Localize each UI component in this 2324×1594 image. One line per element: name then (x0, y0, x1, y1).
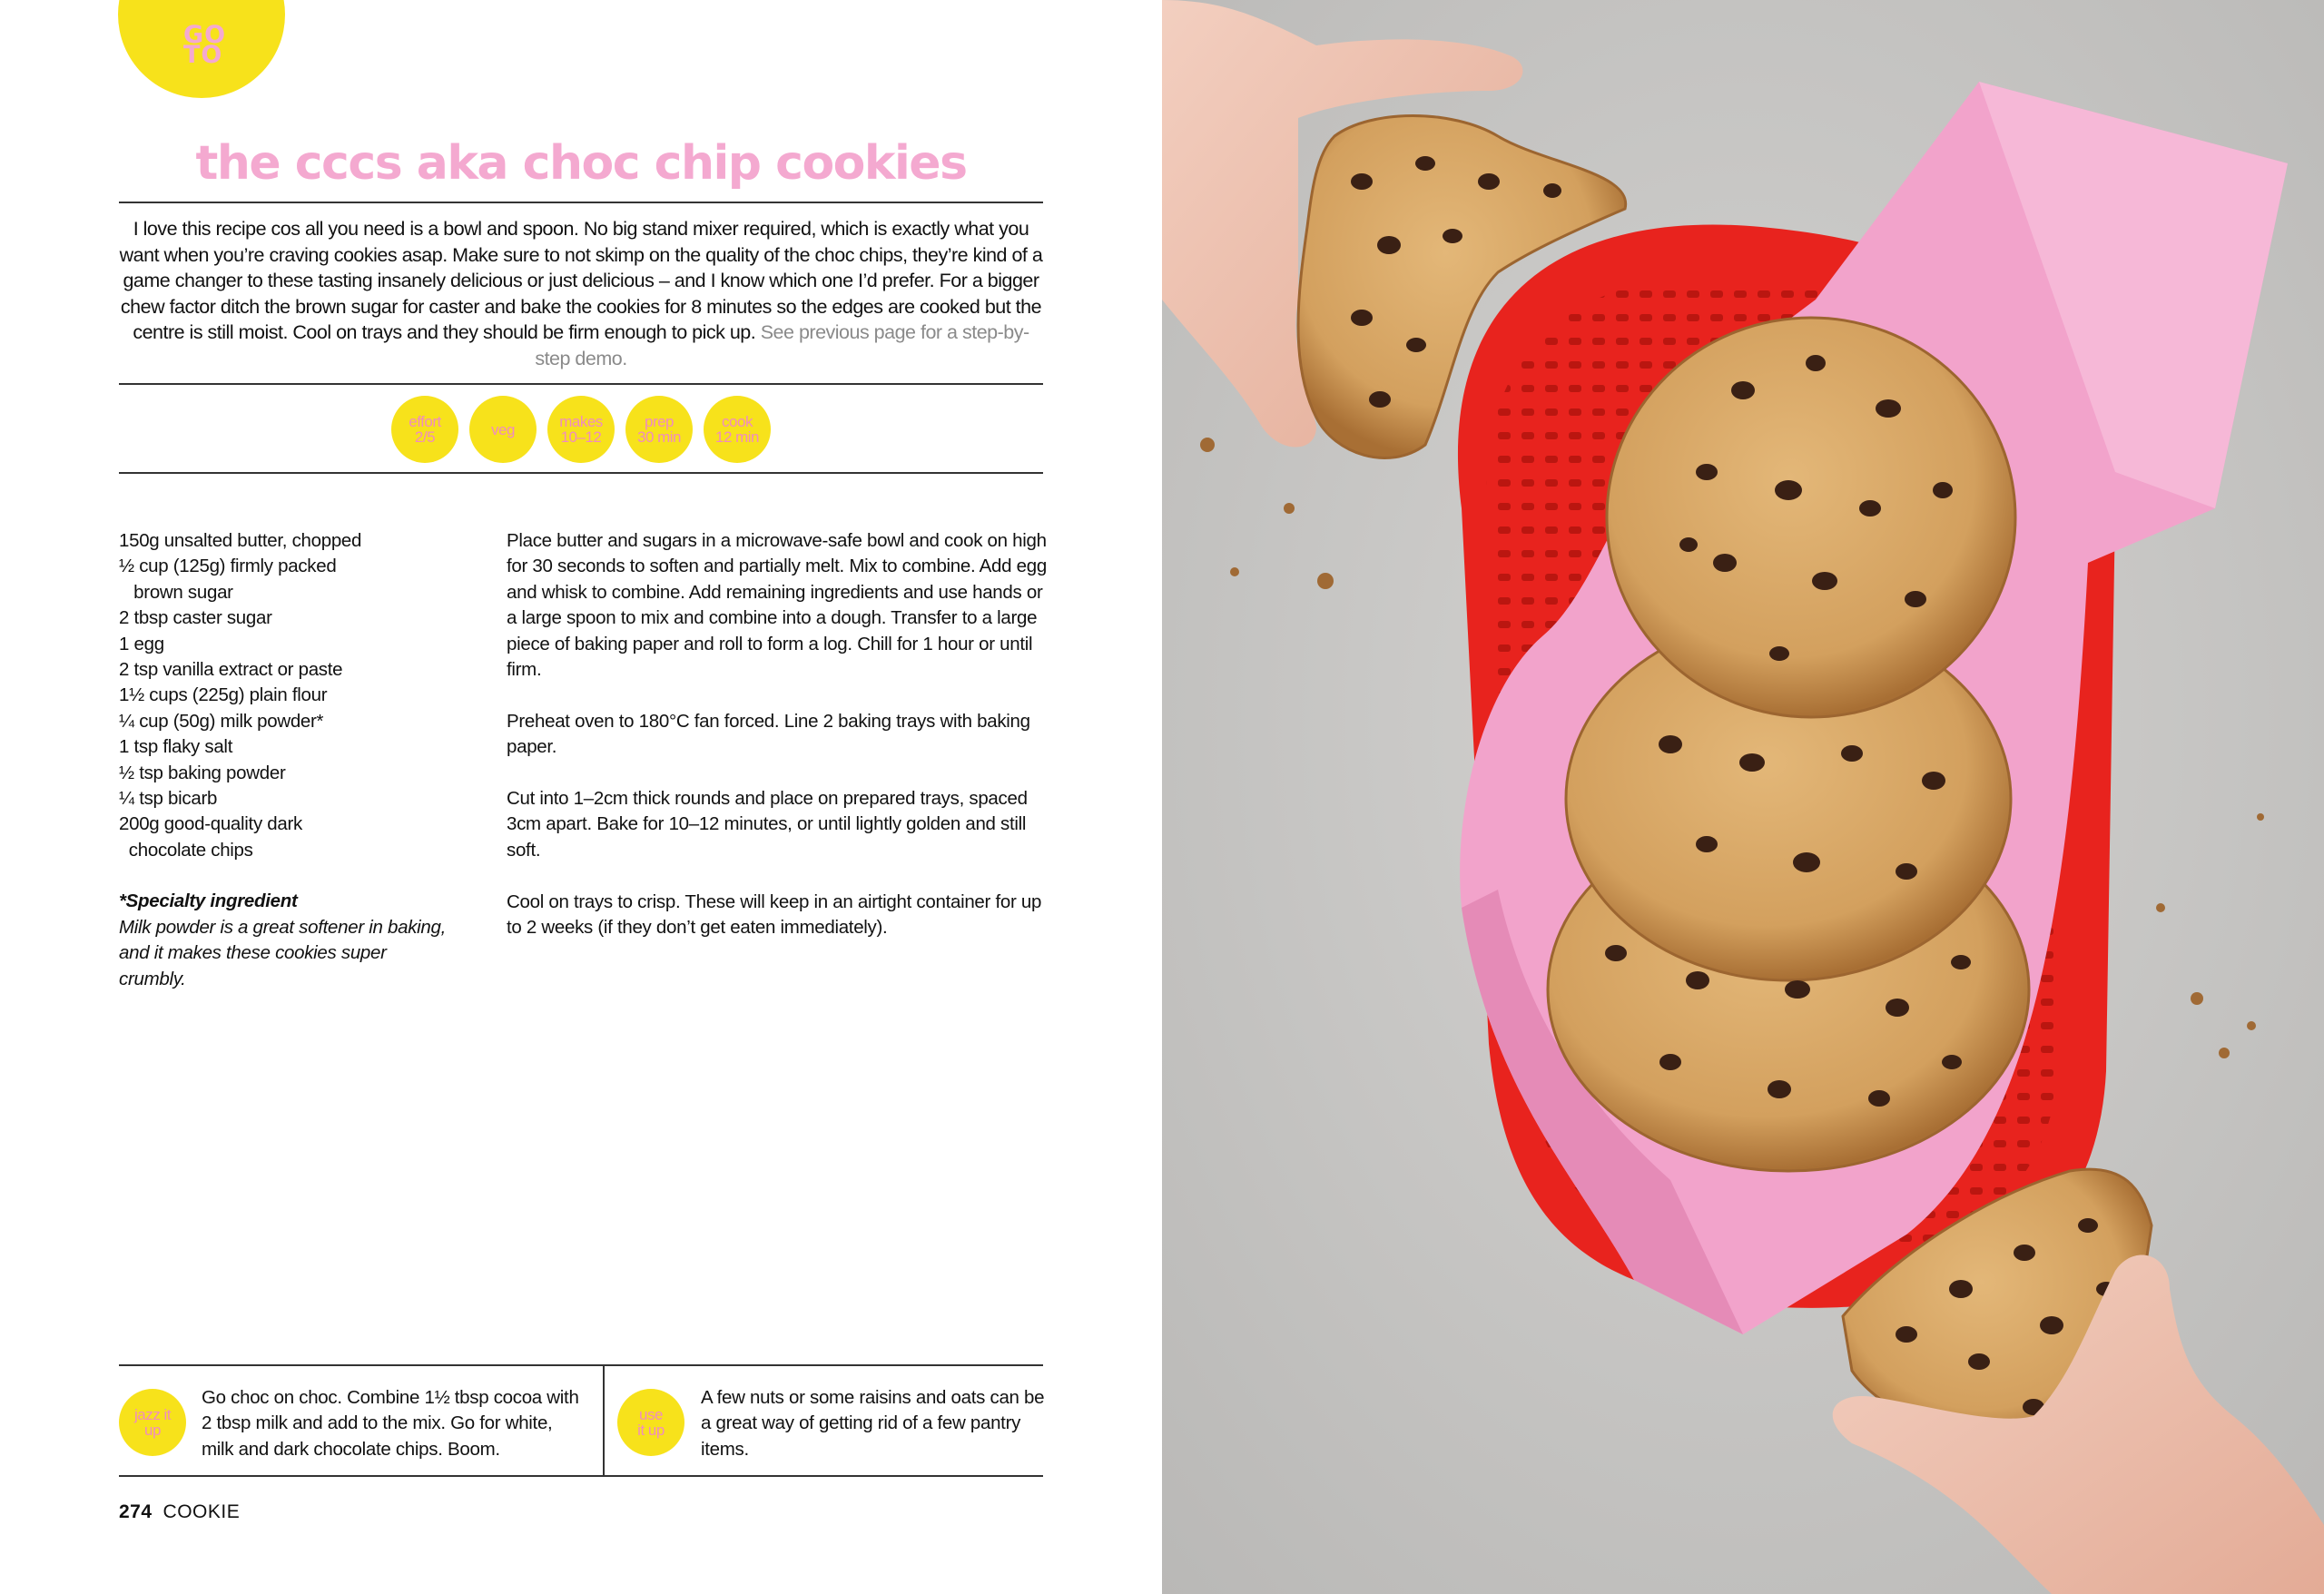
specialty-note-text: Milk powder is a great softener in baking, and it makes these cookies super crumbly. (119, 916, 447, 989)
use-it-up-text: A few nuts or some raisins and oats can be a great way of getting rid of a few pantry items. (701, 1387, 1045, 1460)
page-number: 274 (119, 1501, 153, 1522)
method-step: Preheat oven to 180°C fan forced. Line 2 baking trays with baking paper. (507, 710, 1030, 758)
go-to-label: GO TO (183, 21, 227, 69)
cook-badge (704, 396, 771, 463)
ingredient-item: 2 tbsp caster sugar (119, 607, 272, 629)
title-rule (119, 202, 1043, 203)
use-it-up-badge (617, 1389, 684, 1456)
ingredient-item: 1 tsp flaky salt (119, 736, 233, 758)
ingredient-item: brown sugar (119, 581, 233, 603)
badges-rule (119, 472, 1043, 474)
effort-badge-label: effort (409, 413, 441, 430)
cook-badge-value: 12 min (714, 428, 760, 446)
ingredient-item: ¼ cup (50g) milk powder* (119, 710, 324, 732)
page-footer (119, 1501, 240, 1523)
makes-badge-label: makes (559, 413, 603, 430)
jazz-it-up-badge (119, 1389, 186, 1456)
cookie-basket-illustration (1162, 0, 2324, 1594)
effort-badge (391, 396, 458, 463)
makes-badge (547, 396, 615, 463)
ingredient-item: chocolate chips (119, 839, 253, 861)
use-badge-line1: use (639, 1406, 663, 1423)
cook-badge-label: cook (722, 413, 753, 430)
intro-link[interactable]: See previous page for a step-by-step demo. (535, 321, 1029, 369)
prep-badge-value: 30 min (636, 428, 682, 446)
method-step: Cool on trays to crisp. These will keep in an airtight container for up to 2 weeks (if they don’t get eaten immediately). (507, 890, 1042, 939)
jazz-it-up-text: Go choc on choc. Combine 1½ tbsp cocoa with 2 tbsp milk and add to the mix. Go for white, milk and dark chocolate chips. Boom. (202, 1387, 579, 1460)
ingredient-item: 2 tsp vanilla extract or paste (119, 659, 343, 681)
go-to-badge (118, 0, 285, 98)
ingredient-item: 150g unsalted butter, chopped (119, 530, 362, 551)
recipe-intro (119, 216, 1043, 371)
ingredient-item: 1½ cups (225g) plain flour (119, 684, 328, 706)
recipe-info-badges (0, 396, 1162, 463)
ingredient-item: 1 egg (119, 633, 164, 654)
veg-badge (469, 396, 537, 463)
ingredient-item: ¼ tsp bicarb (119, 788, 218, 810)
section-name: COOKIE (162, 1501, 241, 1522)
specialty-note-title: *Specialty ingredient (119, 890, 298, 912)
prep-badge-label: prep (644, 413, 675, 430)
recipe-title: the cccs aka choc chip cookies (195, 136, 967, 191)
intro-rule (119, 383, 1043, 385)
method-step: Cut into 1–2cm thick rounds and place on prepared trays, spaced 3cm apart. Bake for 10–12 minutes, or until lightly golden and still soft. (507, 788, 1028, 861)
ingredients-list (119, 528, 473, 992)
intro-text: I love this recipe cos all you need is a bowl and spoon. No big stand mixer required, which is exactly what you want when you’re craving cookies asap. Make sure to not skimp on the quality of the choc chips, they’re kind of a game changer to these tasting insanely delicious or just delicious – and I know which one I’d prefer. For a bigger chew factor ditch the brown sugar for caster and bake the cookies for 8 minutes so the edges are cooked but the centre is still moist. Cool on trays and they should be firm enough to pick up. (119, 218, 1043, 343)
ingredient-item: ½ tsp baking powder (119, 762, 286, 783)
method-steps (507, 528, 1051, 967)
tips-divider (603, 1366, 605, 1475)
cookie-stack (1548, 318, 2029, 1171)
jazz-badge-line1: jazz it (134, 1406, 171, 1423)
method-step: Place butter and sugars in a microwave-safe bowl and cook on high for 30 seconds to soften and partially melt. Mix to combine. Add egg and whisk to combine. Add remaining ingredients and use hands or a large spoon to mix and combine into a dough. Transfer to a large piece of baking paper and roll to form a log. Chill for 1 hour or until firm. (507, 530, 1047, 681)
veg-badge-label: veg (491, 420, 515, 438)
cookie-photo (1162, 0, 2324, 1594)
tips-box (119, 1364, 1043, 1477)
use-badge-line2: it up (637, 1422, 665, 1439)
jazz-badge-line2: up (144, 1422, 161, 1439)
effort-badge-value: 2/5 (414, 428, 436, 446)
makes-badge-value: 10–12 (560, 428, 602, 446)
prep-badge (625, 396, 693, 463)
ingredient-item: 200g good-quality dark (119, 813, 302, 835)
ingredient-item: ½ cup (125g) firmly packed (119, 556, 337, 577)
